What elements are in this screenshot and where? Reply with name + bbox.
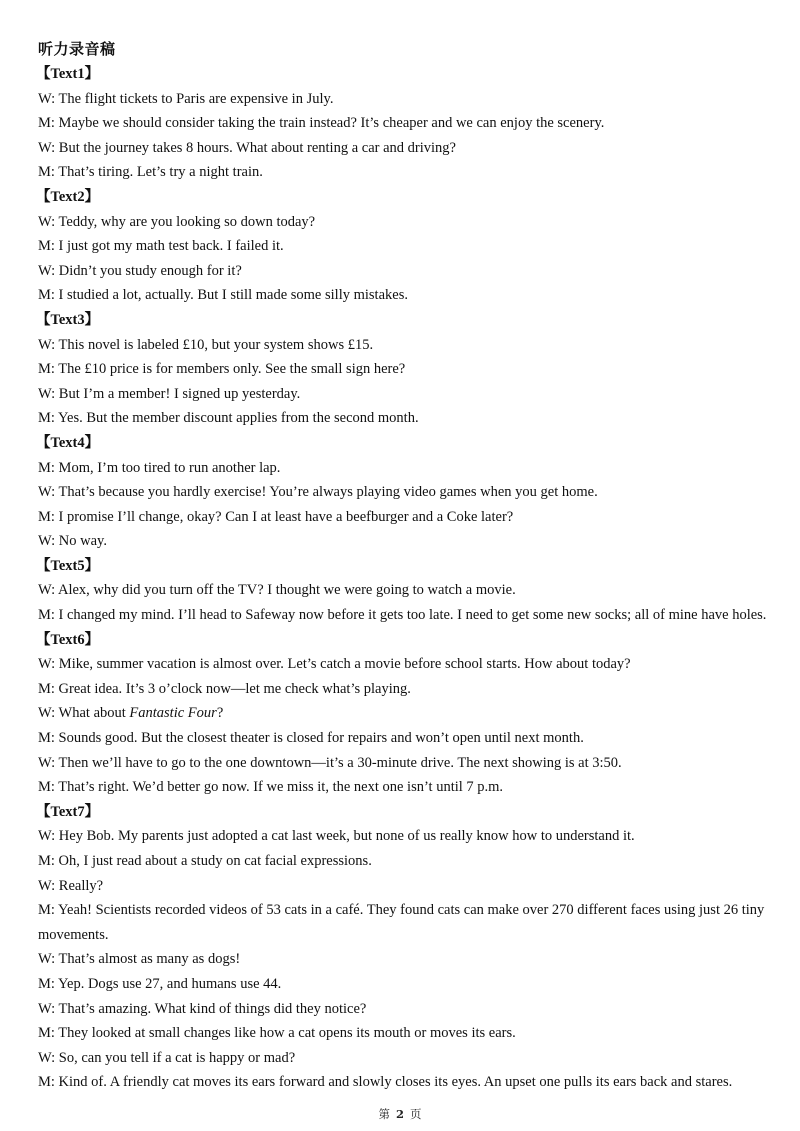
dialogue-line: W: Mike, summer vacation is almost over. Let’s catch a movie before school starts. How about today? <box>38 656 631 673</box>
transcript-body <box>38 62 778 1095</box>
page-number: 2 <box>395 1107 404 1121</box>
section-text1 <box>38 62 778 185</box>
dialogue-line: M: Oh, I just read about a study on cat facial expressions. <box>38 853 372 869</box>
dialogue-line: W: But the journey takes 8 hours. What about renting a car and driving? <box>38 139 456 156</box>
dialogue-line: M: Yep. Dogs use 27, and humans use 44. <box>38 975 282 992</box>
dialogue-line: M: Kind of. A friendly cat moves its ears forward and slowly closes its eyes. An upset one pulls its ears back and stares. <box>38 1074 733 1091</box>
dialogue-line: W: Teddy, why are you looking so down today? <box>38 213 316 230</box>
dialogue-line: W: Then we’ll have to go to the one downtown—it’s a 30-minute drive. The next showing is at 3:50. <box>38 754 622 771</box>
section-text2 <box>38 185 778 308</box>
dialogue-line-suffix: ? <box>216 705 224 722</box>
section-text5 <box>38 554 778 628</box>
dialogue-line: M: Yeah! Scientists recorded videos of 53 cats in a café. They found cats can make over 270 different faces using just 26 tiny movements. <box>38 902 765 943</box>
section-heading: 【Text6】 <box>36 631 100 648</box>
dialogue-line: M: Maybe we should consider taking the train instead? It’s cheaper and we can enjoy the scenery. <box>38 115 605 132</box>
dialogue-line: M: Sounds good. But the closest theater is closed for repairs and won’t open until next month. <box>38 730 584 747</box>
dialogue-line: M: Yes. But the member discount applies from the second month. <box>38 410 419 427</box>
dialogue-line: W: But I’m a member! I signed up yesterday. <box>38 385 301 402</box>
dialogue-line: M: The £10 price is for members only. See the small sign here? <box>38 361 406 378</box>
movie-title: Fantastic Four <box>129 705 217 722</box>
section-text6 <box>38 628 778 800</box>
dialogue-line: W: No way. <box>38 533 107 550</box>
dialogue-line: M: They looked at small changes like how a cat opens its mouth or moves its ears. <box>38 1025 516 1042</box>
section-text4 <box>38 431 778 554</box>
dialogue-line: W: That’s almost as many as dogs! <box>38 951 241 968</box>
section-heading: 【Text4】 <box>36 434 100 451</box>
dialogue-line: M: Mom, I’m too tired to run another lap. <box>38 459 281 476</box>
dialogue-line: M: Great idea. It’s 3 o’clock now—let me check what’s playing. <box>38 680 411 697</box>
section-heading: 【Text5】 <box>36 557 100 574</box>
dialogue-line: M: I just got my math test back. I failed it. <box>38 238 284 255</box>
dialogue-line: W: Alex, why did you turn off the TV? I thought we were going to watch a movie. <box>38 582 516 599</box>
section-heading: 【Text1】 <box>36 66 100 82</box>
dialogue-line <box>38 701 778 726</box>
dialogue-line: W: Really? <box>38 877 104 894</box>
footer-suffix: 页 <box>410 1107 422 1121</box>
dialogue-line: W: This novel is labeled £10, but your system shows £15. <box>38 336 374 353</box>
dialogue-line: W: So, can you tell if a cat is happy or mad? <box>38 1049 296 1066</box>
dialogue-line: M: I promise I’ll change, okay? Can I at least have a beefburger and a Coke later? <box>38 508 514 525</box>
dialogue-line: W: Didn’t you study enough for it? <box>38 262 242 279</box>
dialogue-line: W: That’s amazing. What kind of things did they notice? <box>38 1000 367 1017</box>
transcript-page <box>38 36 778 1095</box>
dialogue-line: M: That’s tiring. Let’s try a night train. <box>38 164 263 181</box>
footer-prefix: 第 <box>378 1107 390 1121</box>
dialogue-line: M: I changed my mind. I’ll head to Safeway now before it gets too late. I need to get some new socks; all of mine have holes. <box>38 607 767 624</box>
dialogue-line-prefix: W: What about <box>38 705 130 722</box>
dialogue-line: W: Hey Bob. My parents just adopted a cat last week, but none of us really know how to understand it. <box>38 828 635 845</box>
section-heading: 【Text7】 <box>36 803 100 820</box>
dialogue-line: M: That’s right. We’d better go now. If we miss it, the next one isn’t until 7 p.m. <box>38 779 504 796</box>
dialogue-line: M: I studied a lot, actually. But I still made some silly mistakes. <box>38 287 408 304</box>
section-text7 <box>38 800 778 1095</box>
document-title: 听力录音稿 <box>38 40 116 58</box>
section-heading: 【Text3】 <box>36 311 100 328</box>
dialogue-line: W: That’s because you hardly exercise! You’re always playing video games when you get home. <box>38 484 598 501</box>
page-footer <box>0 1106 800 1122</box>
section-text3 <box>38 308 778 431</box>
dialogue-line: W: The flight tickets to Paris are expensive in July. <box>38 90 334 107</box>
section-heading: 【Text2】 <box>36 188 100 205</box>
